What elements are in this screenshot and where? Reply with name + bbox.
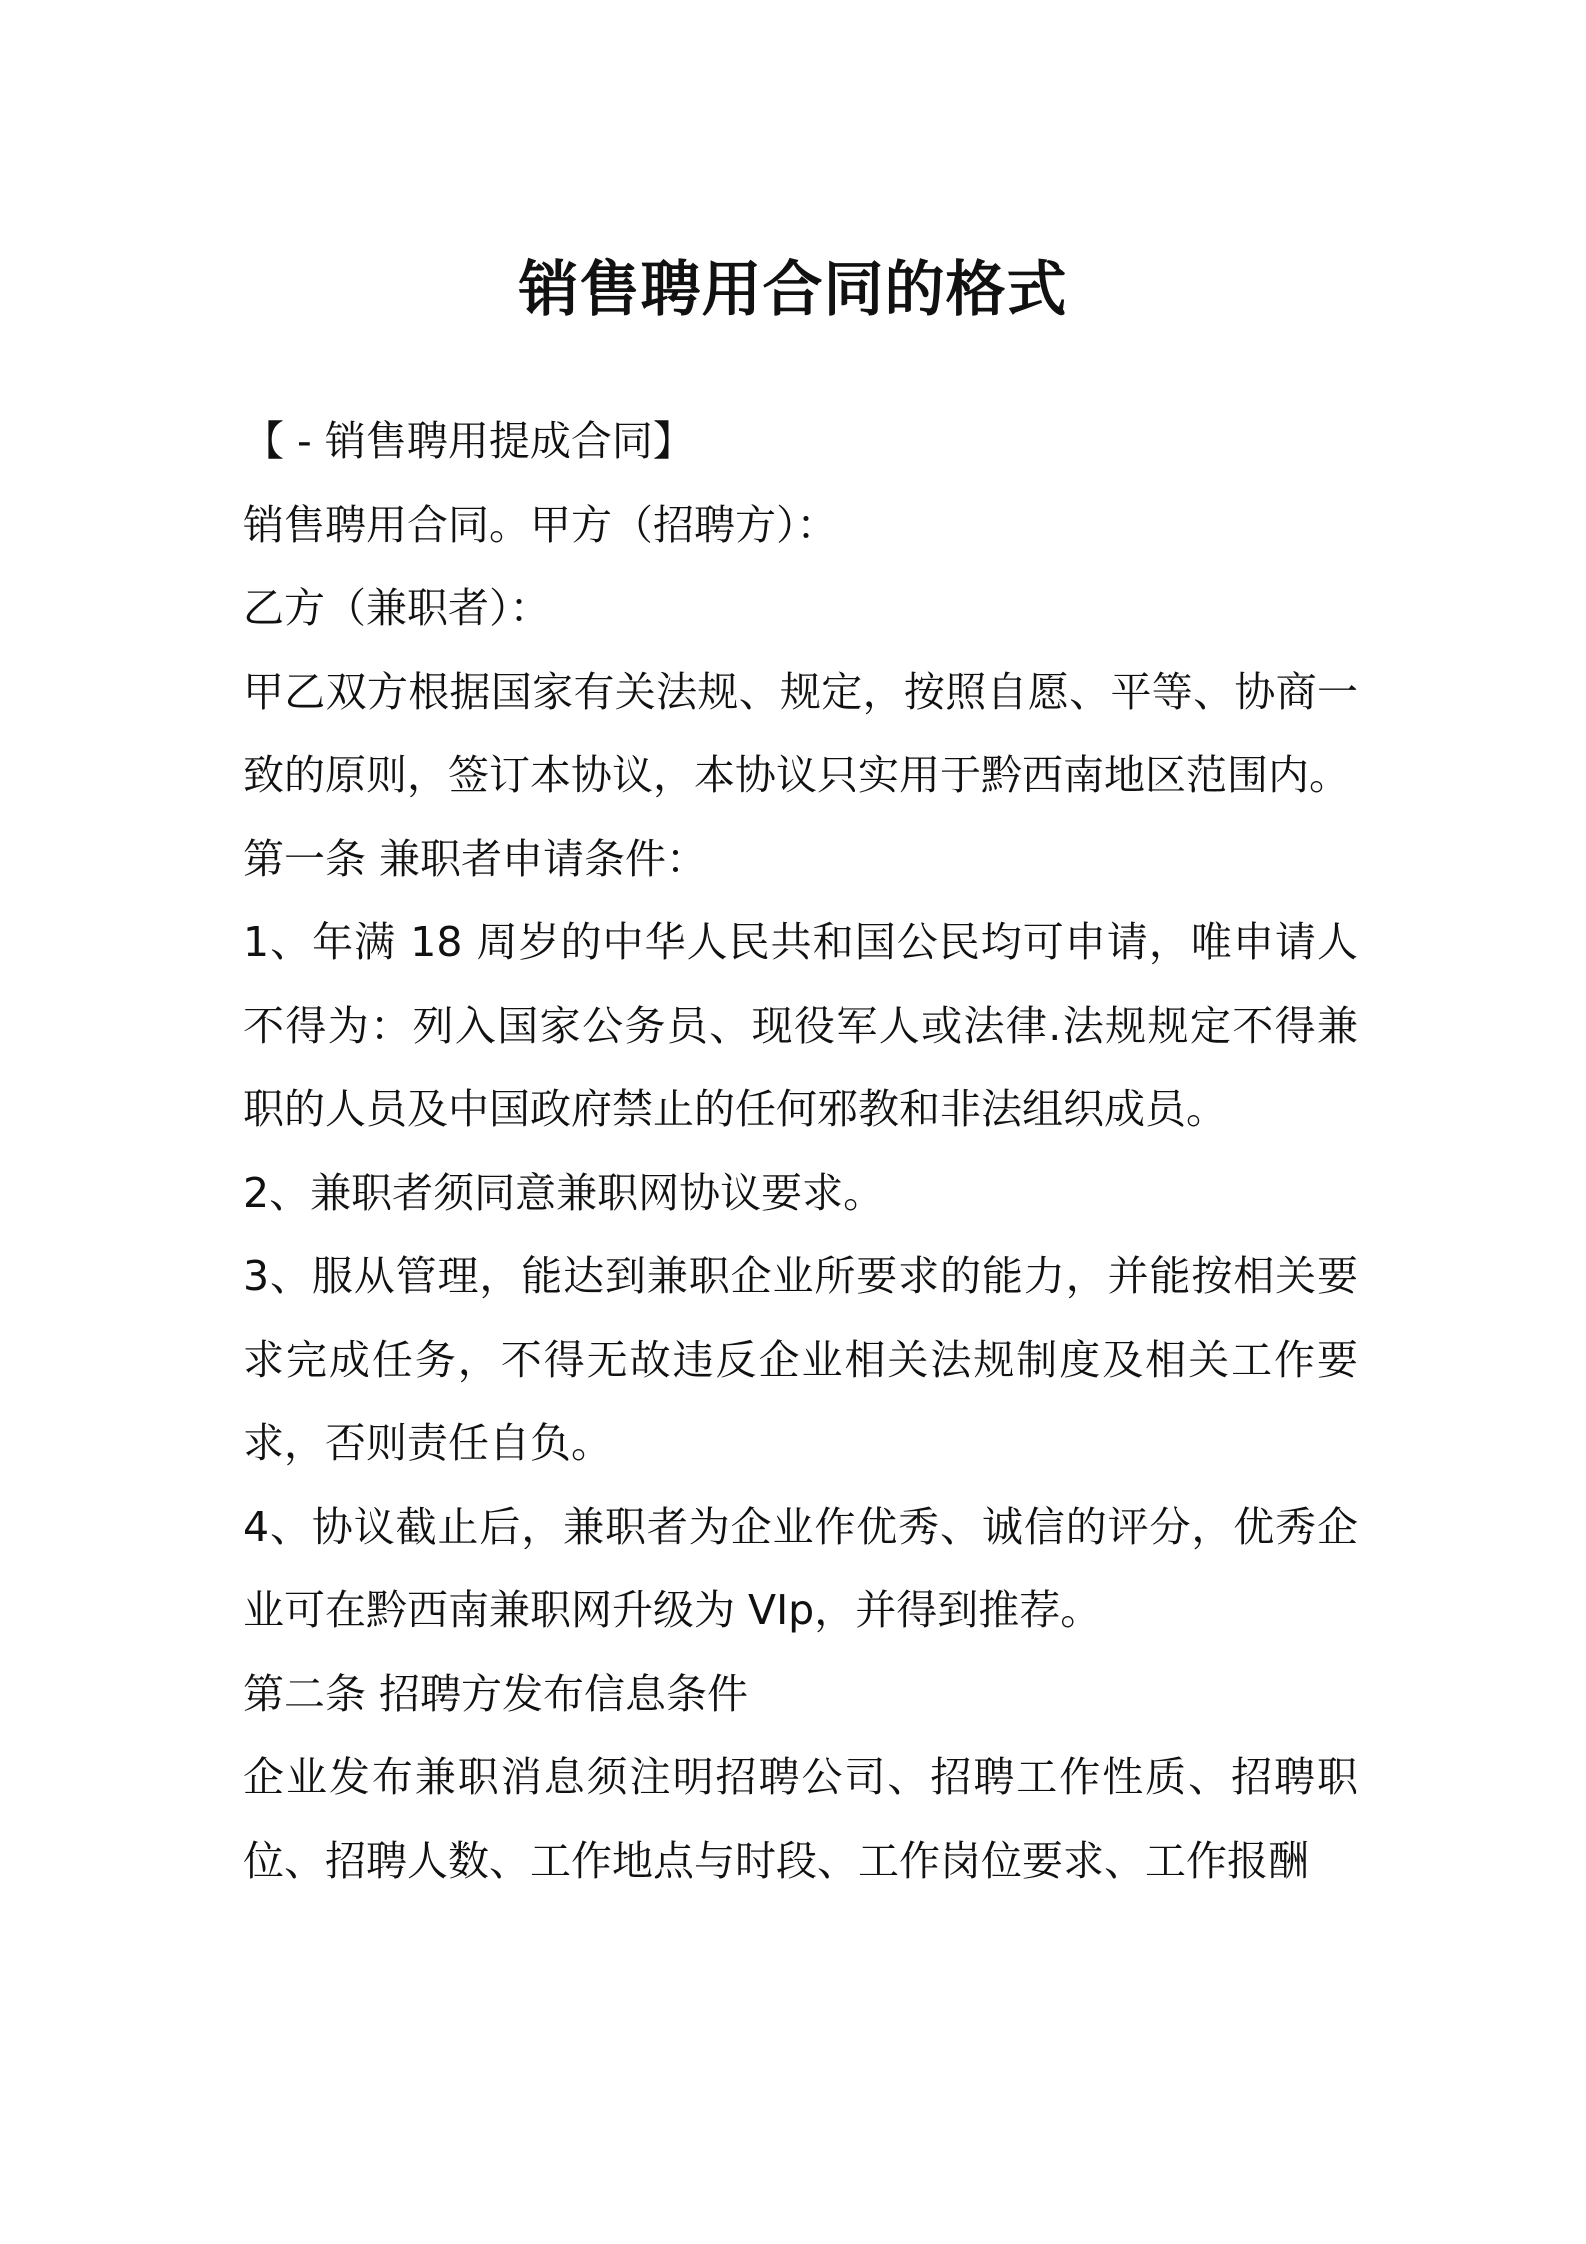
article-1-item-1: 1、年满 18 周岁的中华人民共和国公民均可申请，唯申请人不得为：列入国家公务员、现役军人或法律.法规规定不得兼职的人员及中国政府禁止的任何邪教和非法组织成员。: [243, 918, 1358, 1133]
paragraph-parties-b: 乙方（兼职者）：: [243, 584, 551, 632]
article-1-item-3: 3、服从管理，能达到兼职企业所要求的能力，并能按相关要求完成任务，不得无故违反企业相关法规制度及相关工作要求，否则责任自负。: [243, 1252, 1358, 1467]
article-2-paragraph: 企业发布兼职消息须注明招聘公司、招聘工作性质、招聘职位、招聘人数、工作地点与时段、工作岗位要求、工作报酬: [243, 1753, 1358, 1885]
article-1-item-2: 2、兼职者须同意兼职网协议要求。: [243, 1168, 885, 1217]
paragraph-parties-a: 销售聘用合同。甲方（招聘方）：: [243, 500, 838, 549]
document-subtitle: 【 - 销售聘用提成合同】: [243, 417, 694, 465]
article-1-item-4: 4、协议截止后，兼职者为企业作优秀、诚信的评分，优秀企业可在黔西南兼职网升级为 VIp，并得到推荐。: [243, 1502, 1358, 1634]
document-title: 销售聘用合同的格式: [518, 255, 1068, 325]
article-1-heading: 第一条 兼职者申请条件：: [243, 834, 708, 883]
document-body: [243, 400, 1358, 1903]
article-2-heading: 第二条 招聘方发布信息条件: [243, 1669, 749, 1718]
paragraph-preamble: 甲乙双方根据国家有关法规、规定，按照自愿、平等、协商一致的原则，签订本协议，本协议只实用于黔西南地区范围内。: [243, 667, 1358, 799]
